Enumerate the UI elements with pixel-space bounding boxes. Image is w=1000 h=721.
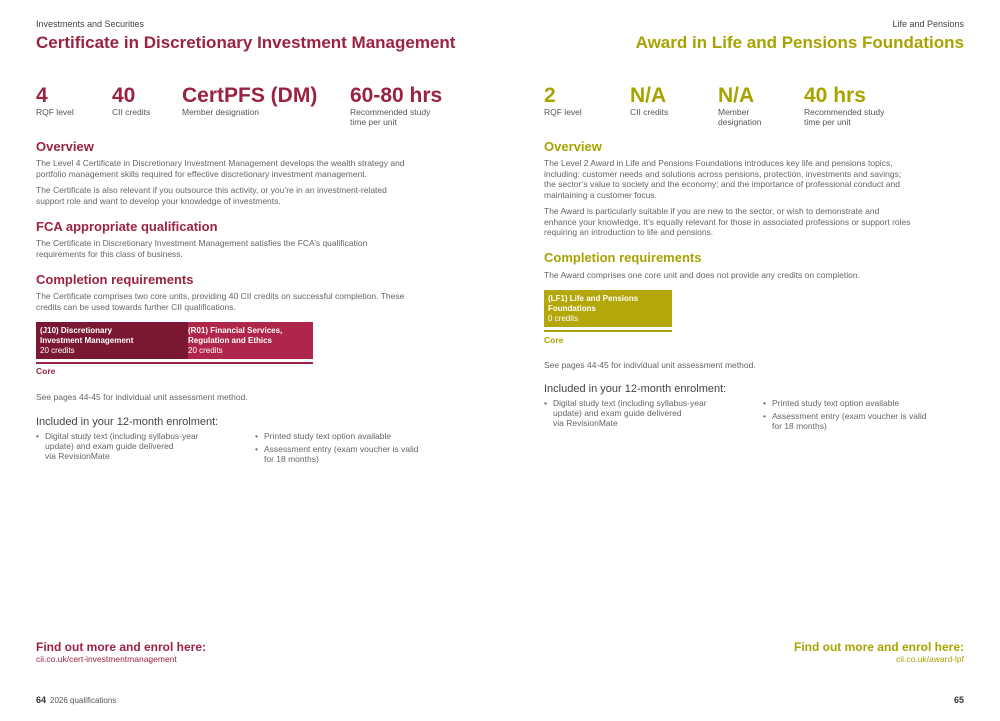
page-number: 65 bbox=[953, 695, 964, 705]
enrol-link[interactable]: cii.co.uk/cert-investmentmanagement bbox=[36, 654, 177, 664]
unit-box-lf1 bbox=[544, 290, 672, 327]
stat-cii-credits bbox=[630, 84, 668, 118]
overview-paragraph bbox=[36, 185, 466, 206]
text-line: via RevisionMate bbox=[45, 451, 110, 461]
fca-heading: FCA appropriate qualification bbox=[36, 219, 218, 234]
stat-value: 4 bbox=[36, 84, 48, 107]
page-number: 64 bbox=[36, 695, 47, 705]
fca-paragraph bbox=[36, 238, 466, 259]
text-line: update) and exam guide delivered bbox=[553, 408, 682, 418]
stat-label: Member bbox=[718, 107, 750, 117]
enrolment-list-col2 bbox=[255, 431, 465, 467]
list-item bbox=[255, 431, 465, 441]
assessment-note: See pages 44-45 for individual unit assessment method. bbox=[544, 360, 756, 370]
footer-text: 2026 qualifications bbox=[50, 696, 117, 705]
list-item bbox=[255, 444, 465, 464]
stat-member-designation bbox=[182, 84, 317, 118]
unit-credits: 20 credits bbox=[188, 346, 223, 355]
text-line: requiring an introduction to life and pensions. bbox=[544, 227, 714, 237]
list-item bbox=[763, 411, 968, 431]
text-line: • Printed study text option available bbox=[264, 431, 392, 441]
text-line: requirements for this class of business. bbox=[36, 248, 183, 259]
chevron-arrow-icon bbox=[167, 322, 189, 359]
stat-value: 40 hrs bbox=[804, 84, 866, 107]
list-item bbox=[36, 431, 256, 461]
page-footer bbox=[36, 695, 116, 705]
text-line: The Certificate in Discretionary Investment Management satisfies the FCA’s qualification bbox=[36, 238, 368, 248]
core-label: Core bbox=[36, 366, 56, 376]
text-line: The Certificate is also relevant if you outsource this activity, or you’re in an investment-related bbox=[36, 185, 387, 195]
text-line: portfolio management skills required for effective discretionary investment management. bbox=[36, 168, 368, 179]
enrolment-list-col2 bbox=[763, 398, 968, 434]
text-line: credits can be used towards further CII qualifications. bbox=[36, 301, 236, 312]
unit-box-r01 bbox=[188, 322, 313, 359]
stat-label: Member designation bbox=[182, 107, 260, 117]
find-out-more: Find out more and enrol here: bbox=[793, 640, 964, 654]
text-line: The Level 2 Award in Life and Pensions Foundations introduces key life and pensions topics, bbox=[544, 158, 893, 168]
right-page bbox=[500, 0, 1000, 721]
enrol-link[interactable]: cii.co.uk/award-lpf bbox=[895, 654, 964, 664]
stat-cii-credits bbox=[112, 84, 150, 118]
overview-heading: Overview bbox=[544, 139, 602, 154]
assessment-note: See pages 44-45 for individual unit assessment method. bbox=[36, 392, 248, 402]
overview-heading: Overview bbox=[36, 139, 94, 154]
text-line: maintaining a customer focus. bbox=[544, 189, 657, 200]
overview-paragraph bbox=[544, 206, 964, 238]
text-line: update) and exam guide delivered bbox=[45, 441, 174, 451]
stat-value: 2 bbox=[544, 84, 556, 107]
text-line: • Assessment entry (exam voucher is valid bbox=[772, 411, 927, 421]
stat-label: time per unit bbox=[350, 116, 397, 127]
unit-credits: 0 credits bbox=[548, 314, 579, 323]
enrolment-heading: Included in your 12-month enrolment: bbox=[36, 416, 219, 428]
overview-paragraph bbox=[36, 158, 466, 179]
unit-flow bbox=[36, 322, 313, 359]
stat-label: CII credits bbox=[112, 107, 151, 117]
enrolment-list-col1 bbox=[36, 431, 256, 464]
text-line: via RevisionMate bbox=[553, 418, 618, 428]
text-line: The Certificate comprises two core units, providing 40 CII credits on successful completion. These bbox=[36, 291, 405, 301]
enrolment-heading: Included in your 12-month enrolment: bbox=[544, 383, 727, 395]
unit-name: Investment Management bbox=[40, 336, 134, 345]
list-item bbox=[544, 398, 754, 428]
stat-label: RQF level bbox=[544, 107, 582, 117]
unit-name: Foundations bbox=[548, 304, 596, 313]
stat-label: Recommended study bbox=[350, 107, 431, 117]
stat-value: 40 bbox=[112, 84, 136, 107]
page-title: Certificate in Discretionary Investment Management bbox=[36, 33, 456, 52]
unit-box-j10 bbox=[36, 322, 188, 359]
text-line: • Printed study text option available bbox=[772, 398, 900, 408]
enrolment-list-col1 bbox=[544, 398, 754, 431]
stat-value: 60-80 hrs bbox=[350, 84, 443, 107]
stat-value: CertPFS (DM) bbox=[182, 84, 318, 107]
page-footer bbox=[954, 695, 964, 705]
unit-name: (R01) Financial Services, bbox=[188, 326, 283, 335]
core-divider bbox=[544, 330, 672, 332]
stat-study-time bbox=[804, 84, 884, 127]
text-line: • Assessment entry (exam voucher is valid bbox=[264, 444, 419, 454]
stat-study-time bbox=[350, 84, 442, 127]
unit-name: (LF1) Life and Pensions bbox=[548, 294, 639, 303]
text-line: The Level 4 Certificate in Discretionary Investment Management develops the wealth strategy and bbox=[36, 158, 405, 168]
text-line: for 18 months) bbox=[772, 421, 827, 431]
stat-rqf-level bbox=[36, 84, 74, 118]
stat-value: N/A bbox=[718, 84, 755, 107]
core-divider bbox=[36, 362, 313, 364]
completion-heading: Completion requirements bbox=[36, 272, 194, 287]
stat-label: designation bbox=[718, 116, 762, 127]
find-out-more: Find out more and enrol here: bbox=[36, 640, 207, 654]
unit-credits: 20 credits bbox=[40, 346, 75, 355]
unit-name: (J10) Discretionary bbox=[40, 326, 113, 335]
completion-paragraph: The Award comprises one core unit and does not provide any credits on completion. bbox=[544, 270, 860, 280]
list-item bbox=[763, 398, 968, 408]
section-category: Life and Pensions bbox=[892, 19, 964, 29]
page-title: Award in Life and Pensions Foundations bbox=[635, 33, 964, 52]
stat-rqf-level bbox=[544, 84, 582, 118]
stat-label: time per unit bbox=[804, 116, 851, 127]
stat-label: Recommended study bbox=[804, 107, 885, 117]
completion-paragraph bbox=[36, 291, 466, 312]
stat-member-designation bbox=[718, 84, 761, 127]
text-line: the sector’s value to society and the economy; and the importance of professional conduct and bbox=[544, 179, 900, 189]
completion-heading: Completion requirements bbox=[544, 250, 702, 265]
text-line: • Digital study text (including syllabus-year bbox=[553, 398, 707, 408]
stat-value: N/A bbox=[630, 84, 667, 107]
stat-label: CII credits bbox=[630, 107, 669, 117]
stat-label: RQF level bbox=[36, 107, 74, 117]
text-line: enhance your knowledge. It’s equally relevant for those in associated professions or support roles bbox=[544, 216, 911, 227]
text-line: including: customer needs and solutions across pensions, protection, investments and savings; bbox=[544, 168, 902, 179]
text-line: • Digital study text (including syllabus-year bbox=[45, 431, 199, 441]
text-line: The Award is particularly suitable if you are new to the sector, or wish to demonstrate and bbox=[544, 206, 880, 216]
section-category: Investments and Securities bbox=[36, 19, 145, 29]
unit-name: Regulation and Ethics bbox=[188, 336, 273, 345]
core-label: Core bbox=[544, 335, 564, 345]
text-line: support role and want to develop your knowledge of investments. bbox=[36, 195, 281, 206]
text-line: for 18 months) bbox=[264, 454, 319, 464]
overview-paragraph bbox=[544, 158, 964, 200]
